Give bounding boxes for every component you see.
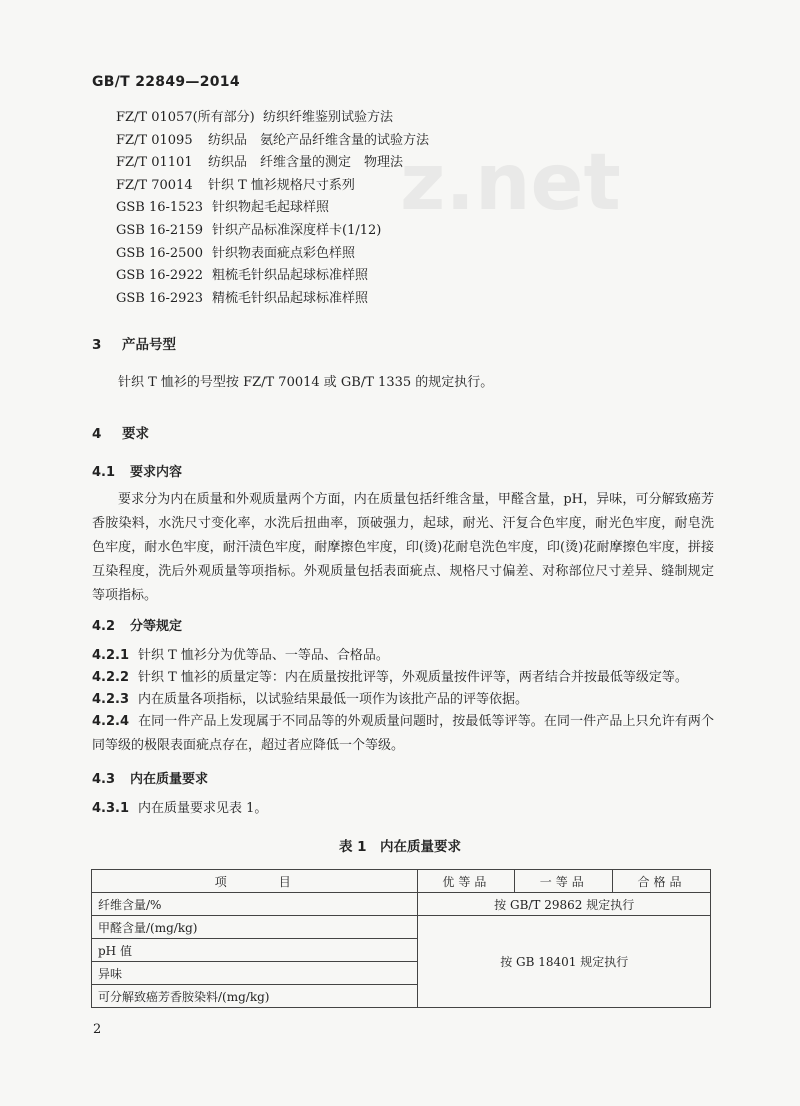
header-item: 项 目 xyxy=(92,870,418,893)
reference-item xyxy=(116,197,429,220)
clause-number: 4.2.4 xyxy=(92,714,130,729)
section-4-1-body: 要求分为内在质量和外观质量两个方面，内在质量包括纤维含量，甲醛含量，pH，异味，可分解致癌芳香胺染料，水洗尺寸变化率，水洗后扭曲率，顶破强力，起球，耐光、汗复合色牢度，耐光色牢度，耐皂洗色牢度，耐水色牢度，耐汗渍色牢度，耐摩擦色牢度，印(烫)花耐皂洗色牢度，印(烫)花耐摩擦色牢度，拼接互染程度，洗后外观质量等项指标。外观质量包括表面疵点、规格尺寸偏差、对称部位尺寸差异、缝制规定等项指标。 xyxy=(92,492,714,603)
page-number: 2 xyxy=(93,1022,102,1037)
reference-code: GSB 16-1523 xyxy=(116,200,203,216)
row-label: 甲醛含量/(mg/kg) xyxy=(92,916,418,939)
clause-4-2-3 xyxy=(92,688,714,712)
table-row xyxy=(92,916,711,939)
section-number: 4.2 xyxy=(92,619,116,634)
reference-title: 粗梳毛针织品起球标准样照 xyxy=(212,268,369,284)
internal-quality-table xyxy=(91,869,711,1008)
reference-item xyxy=(116,175,429,198)
reference-title: 精梳毛针织品起球标准样照 xyxy=(212,290,369,306)
reference-title: 针织产品标准深度样卡(1/12) xyxy=(212,222,382,238)
row-label: 纤维含量/% xyxy=(92,893,418,916)
section-4-1-heading xyxy=(92,461,182,480)
merged-requirement: 按 GB 18401 规定执行 xyxy=(418,916,711,1008)
section-3-body: 针织 T 恤衫的号型按 FZ/T 70014 或 GB/T 1335 的规定执行。 xyxy=(118,375,494,390)
table-header-row xyxy=(92,870,711,893)
reference-item xyxy=(116,107,429,130)
reference-code: GSB 16-2500 xyxy=(116,245,203,261)
clause-text: 内在质量要求见表 1。 xyxy=(138,801,268,816)
section-4-heading xyxy=(92,422,149,442)
clause-text: 针织 T 恤衫的质量定等：内在质量按批评等，外观质量按件评等，两者结合并按最低等级定等。 xyxy=(138,670,688,685)
reference-item xyxy=(116,265,429,288)
table-1-caption: 表 1 内在质量要求 xyxy=(338,839,462,855)
reference-item xyxy=(116,288,429,311)
reference-title: 针织物起毛起球样照 xyxy=(212,200,330,216)
row-label: 异味 xyxy=(92,962,418,985)
section-title: 要求 xyxy=(122,426,149,442)
reference-code: FZ/T 01101 xyxy=(116,155,193,171)
section-3-heading xyxy=(92,333,176,353)
reference-code: GSB 16-2159 xyxy=(116,222,203,238)
clause-text: 内在质量各项指标，以试验结果最低一项作为该批产品的评等依据。 xyxy=(138,692,529,707)
reference-title: 纺织纤维鉴别试验方法 xyxy=(263,110,394,125)
reference-code: GSB 16-2923 xyxy=(116,290,203,306)
section-number: 3 xyxy=(92,337,102,353)
clause-number: 4.2.3 xyxy=(92,692,130,707)
reference-list xyxy=(116,107,429,310)
clause-text: 针织 T 恤衫分为优等品、一等品、合格品。 xyxy=(138,648,389,663)
table-row xyxy=(92,893,711,916)
section-4-3-heading xyxy=(92,768,208,787)
clause-number: 4.2.2 xyxy=(92,670,130,685)
reference-title: 针织 T 恤衫规格尺寸系列 xyxy=(208,177,355,193)
merged-requirement: 按 GB/T 29862 规定执行 xyxy=(418,893,711,916)
reference-item xyxy=(116,220,429,243)
row-label: pH 值 xyxy=(92,939,418,962)
reference-title: 纺织品 纤维含量的测定 物理法 xyxy=(208,155,404,171)
clause-text: 在同一件产品上发现属于不同品等的外观质量问题时，按最低等评等。在同一件产品上只允许有两个同等级的极限表面疵点存在，超过者应降低一个等级。 xyxy=(92,714,714,753)
section-title: 产品号型 xyxy=(122,337,176,353)
clause-4-2-2 xyxy=(92,666,714,690)
reference-title: 纺织品 氨纶产品纤维含量的试验方法 xyxy=(208,132,430,148)
reference-code: FZ/T 01057(所有部分) xyxy=(116,110,255,125)
section-number: 4 xyxy=(92,426,102,442)
clause-number: 4.3.1 xyxy=(92,801,130,816)
reference-code: FZ/T 01095 xyxy=(116,132,193,148)
clause-4-3-1 xyxy=(92,797,267,821)
row-label: 可分解致癌芳香胺染料/(mg/kg) xyxy=(92,985,418,1008)
header-superior: 优等品 xyxy=(418,870,515,893)
clause-4-2-4 xyxy=(92,710,714,758)
watermark: z.net xyxy=(400,138,621,228)
section-title: 内在质量要求 xyxy=(130,772,209,787)
reference-code: GSB 16-2922 xyxy=(116,268,203,284)
clause-4-2-1 xyxy=(92,644,714,668)
reference-item xyxy=(116,152,429,175)
reference-title: 针织物表面疵点彩色样照 xyxy=(212,245,356,261)
clause-number: 4.2.1 xyxy=(92,648,130,663)
reference-code: FZ/T 70014 xyxy=(116,177,193,193)
section-number: 4.1 xyxy=(92,465,116,480)
header-qualified: 合格品 xyxy=(613,870,711,893)
standard-header: GB/T 22849—2014 xyxy=(92,74,240,90)
section-number: 4.3 xyxy=(92,772,116,787)
reference-item xyxy=(116,243,429,266)
section-4-2-heading xyxy=(92,615,182,634)
reference-item xyxy=(116,130,429,153)
header-first-grade: 一等品 xyxy=(515,870,613,893)
section-title: 要求内容 xyxy=(130,465,183,480)
section-title: 分等规定 xyxy=(130,619,183,634)
